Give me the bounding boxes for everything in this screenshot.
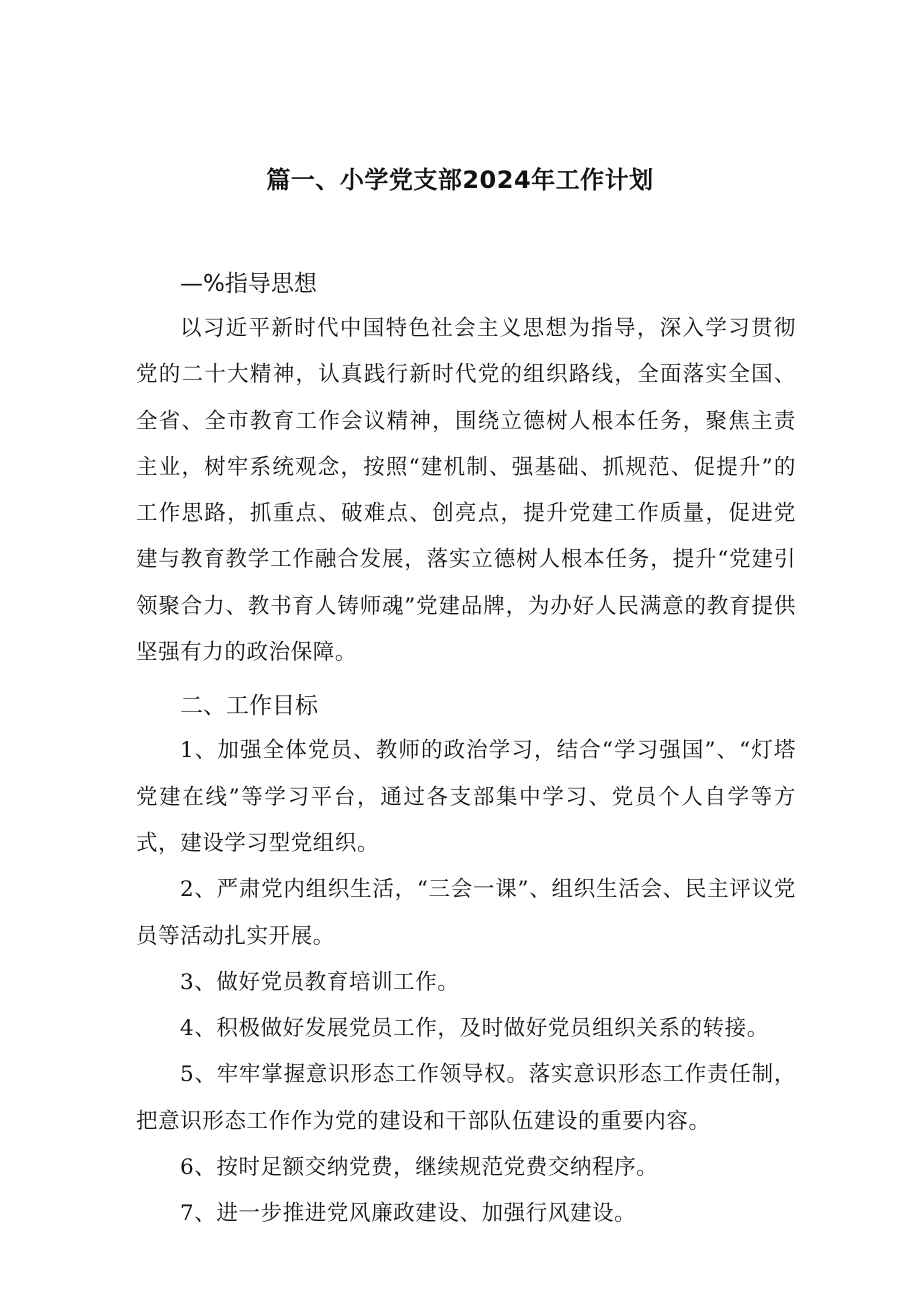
section-heading-guiding-thought: —%指导思想 [180, 271, 317, 297]
document-title: 篇一、小学党支部2024年工作计划 [266, 166, 654, 194]
goal-item-6: 6、按时足额交纳党费，继续规范党费交纳程序。 [180, 1155, 659, 1181]
section-heading-work-goals: 二、工作目标 [180, 693, 318, 720]
goal-item-3: 3、做好党员教育培训工作。 [180, 969, 460, 995]
goal-item-5: 5、牢牢掌握意识形态工作领导权。落实意识形态工作责任制，把意识形态工作作为党的建设和干部队伍建设的重要内容。 [136, 1062, 796, 1134]
goal-item-4: 4、积极做好发展党员工作，及时做好党员组织关系的转接。 [180, 1016, 769, 1042]
goal-item-7: 7、进一步推进党风廉政建设、加强行风建设。 [180, 1201, 637, 1227]
goal-item-1: 1、加强全体党员、教师的政治学习，结合“学习强国”、“灯塔党建在线”等学习平台，通过各支部集中学习、党员个人自学等方式，建设学习型党组织。 [136, 738, 796, 856]
paragraph-guiding-thought: 以习近平新时代中国特色社会主义思想为指导，深入学习贯彻党的二十大精神，认真践行新时代党的组织路线，全面落实全国、全省、全市教育工作会议精神，围绕立德树人根本任务，聚焦主责主业，树牢系统观念，按照“建机制、强基础、抓规范、促提升”的工作思路，抓重点、破难点、创亮点，提升党建工作质量，促进党建与教育教学工作融合发展，落实立德树人根本任务，提升“党建引领聚合力、教书育人铸师魂”党建品牌，为办好人民满意的教育提供坚强有力的政治保障。 [136, 316, 796, 666]
goal-item-2: 2、严肃党内组织生活，“三会一课”、组织生活会、民主评议党员等活动扎实开展。 [136, 877, 796, 949]
document-body [136, 262, 796, 1238]
